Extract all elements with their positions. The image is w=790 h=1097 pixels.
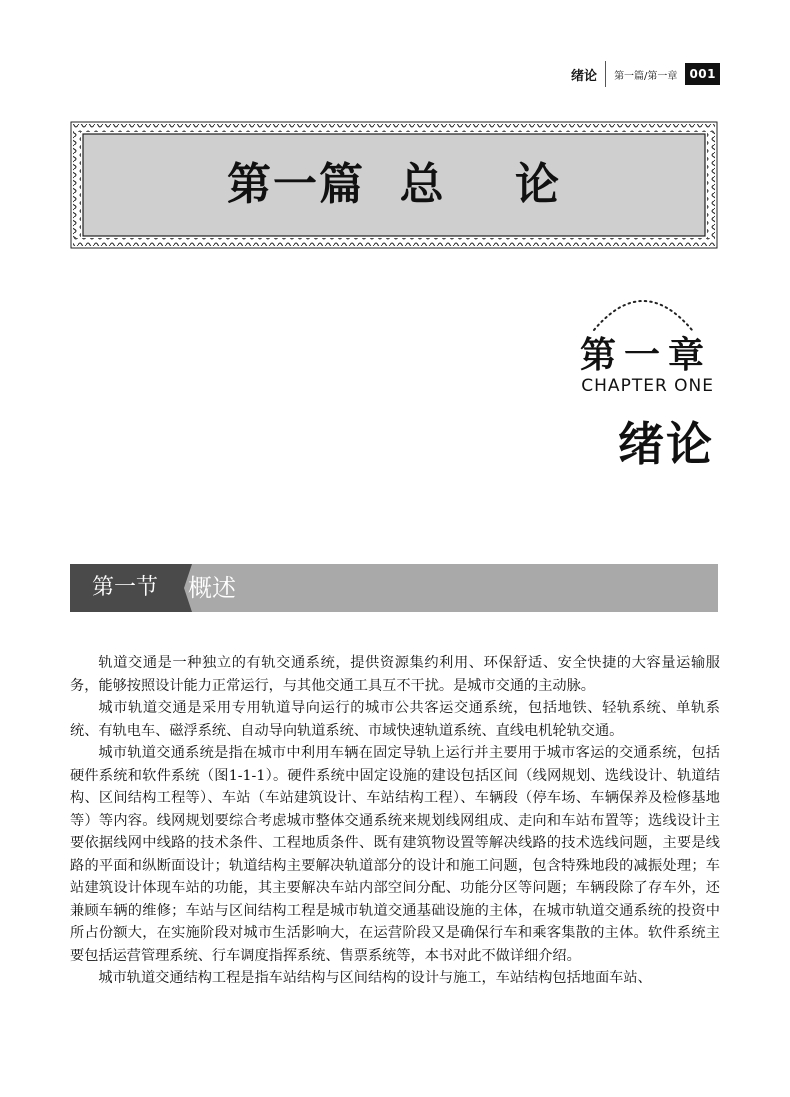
chapter-dotted-arc: [588, 286, 698, 334]
part-title: 第一篇 总 论: [227, 159, 561, 210]
chapter-english-label: CHAPTER ONE: [581, 376, 714, 396]
paragraph: 城市轨道交通是采用专用轨道导向运行的城市公共客运交通系统，包括地铁、轻轨系统、单轨系统、有轨电车、磁浮系统、自动导向轨道系统、市域快速轨道系统、直线电机轮轨交通。: [70, 700, 720, 739]
section-heading-bar: [70, 564, 718, 612]
section-title: 概述: [188, 574, 236, 602]
running-part: 第一篇/第一章: [614, 70, 678, 82]
running-title: 绪论: [571, 68, 598, 84]
part-title-box: [70, 121, 718, 249]
paragraph: 城市轨道交通系统是指在城市中利用车辆在固定导轨上运行并主要用于城市客运的交通系统，包括硬件系统和软件系统（图1-1-1）。硬件系统中固定设施的建设包括区间（线网规划、选线设计、轨道结构、区间结构工程等）、车站（车站建筑设计、车站结构工程）、车辆段（停车场、车辆保养及检修基地等）等内容。线网规划要综合考虑城市整体交通系统来规划线网组成、走向和车站布置等；选线设计主要依据线网中线路的技术条件、工程地质条件、既有建筑物设置等解决线路的技术选线问题，主要是线路的平面和纵断面设计；轨道结构主要解决轨道部分的设计和施工问题，包含特殊地段的减振处理；车站建筑设计体现车站的功能，其主要解决车站内部空间分配、功能分区等问题；车辆段除了存车外，还兼顾车辆的维修；车站与区间结构工程是城市轨道交通基础设施的主体，在城市轨道交通系统的投资中所占份额大，在实施阶段对城市生活影响大，在运营阶段又是确保行车和乘客集散的主体。软件系统主要包括运营管理系统、行车调度指挥系统、售票系统等，本书对此不做详细介绍。: [70, 745, 720, 964]
chapter-title: 绪论: [618, 417, 714, 471]
section-number: 第一节: [70, 564, 180, 612]
paragraph: 城市轨道交通结构工程是指车站结构与区间结构的设计与施工，车站结构包括地面车站、: [98, 970, 652, 986]
page-number: 001: [685, 63, 720, 85]
body-text: [70, 652, 720, 990]
header-divider: [605, 61, 606, 87]
chapter-number: 第一章: [579, 335, 712, 376]
paragraph: 轨道交通是一种独立的有轨交通系统，提供资源集约利用、环保舒适、安全快捷的大容量运输服务，能够按照设计能力正常运行，与其他交通工具互不干扰。是城市交通的主动脉。: [70, 655, 720, 694]
running-header: [571, 60, 720, 88]
